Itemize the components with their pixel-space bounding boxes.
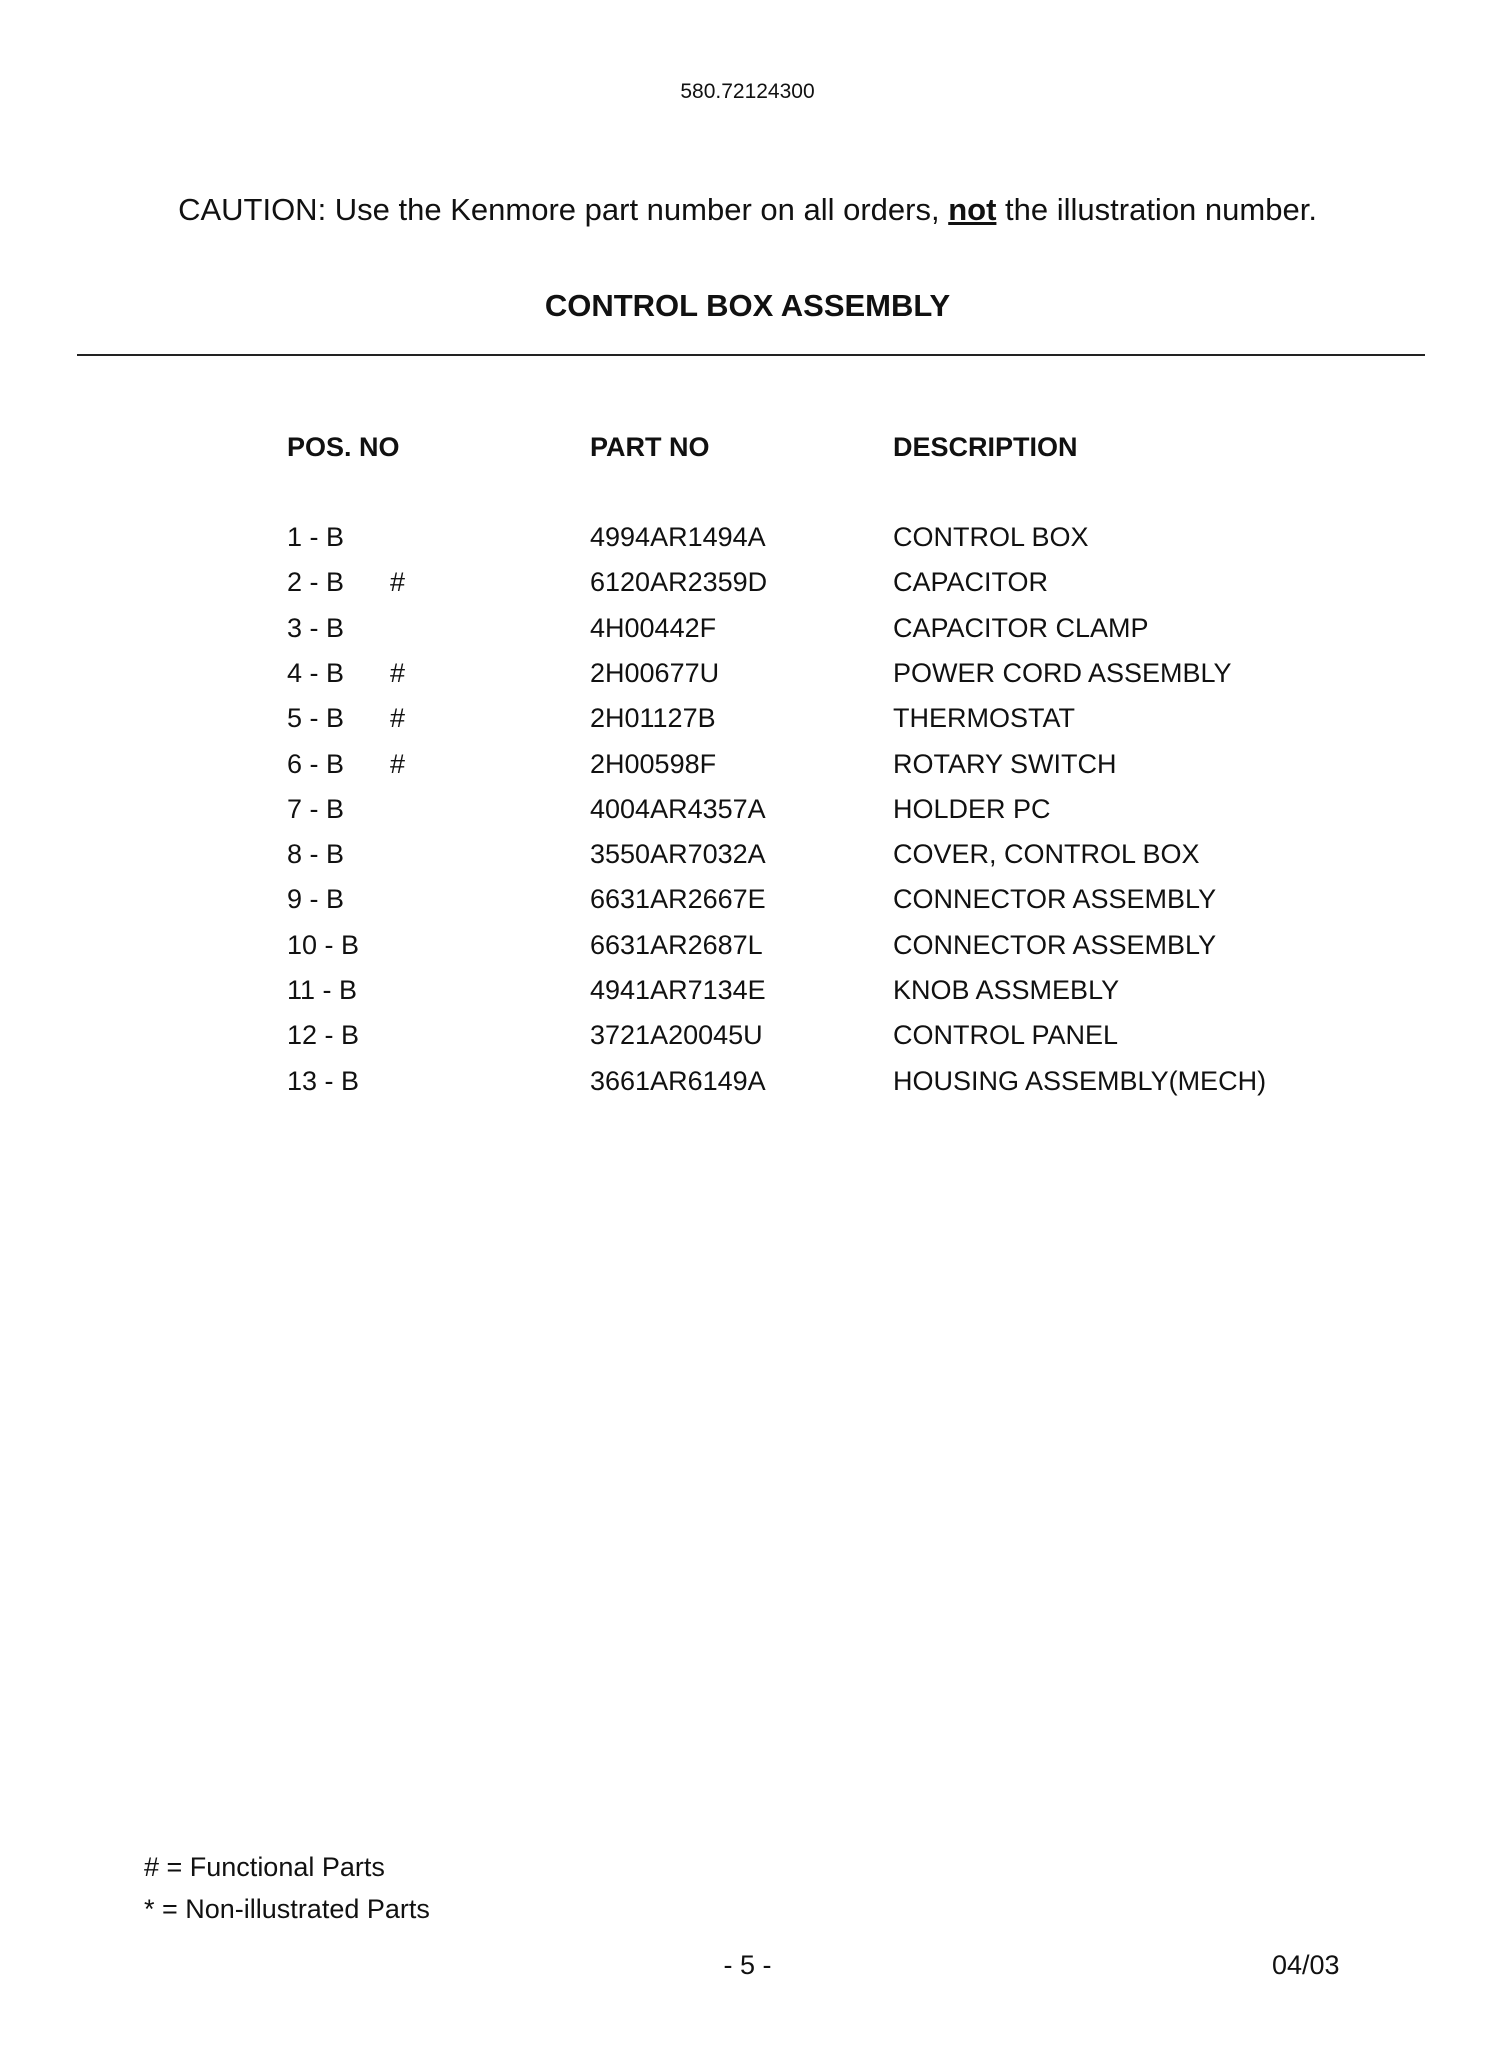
description: KNOB ASSMEBLY: [893, 975, 1120, 1005]
pos-no: 7 - B: [287, 793, 345, 824]
section-title: CONTROL BOX ASSEMBLY: [544, 288, 951, 323]
part-no: 6631AR2667E: [590, 884, 766, 915]
description: POWER CORD ASSEMBLY: [893, 657, 1232, 688]
table-row: [0, 1020, 1495, 1065]
caution-suffix: the illustration number.: [996, 192, 1317, 227]
caution-note: [0, 192, 1495, 228]
pos-no: 13 - B: [287, 1065, 360, 1096]
part-no: 4994AR1494A: [590, 522, 766, 552]
description: HOLDER PC: [893, 793, 1051, 824]
pos-no: 10 - B: [287, 929, 360, 960]
pos-no: 1 - B: [287, 522, 345, 552]
table-row: [0, 613, 1495, 658]
pos-no: 2 - B: [287, 567, 345, 598]
description: HOUSING ASSEMBLY(MECH): [893, 1065, 1267, 1096]
table-row: [0, 930, 1495, 975]
description: ROTARY SWITCH: [893, 748, 1117, 779]
part-no: 3550AR7032A: [590, 839, 766, 870]
pos-no: 9 - B: [287, 884, 345, 915]
caution-emphasis: not: [948, 192, 997, 227]
revision-date: 04/03: [1272, 1950, 1340, 1980]
part-no: 6120AR2359D: [590, 567, 768, 598]
description: CONNECTOR ASSEMBLY: [893, 884, 1217, 915]
pos-no: 8 - B: [287, 839, 345, 870]
table-row: [0, 703, 1495, 748]
part-no: 3661AR6149A: [590, 1065, 766, 1096]
header-pos-no: POS. NO: [287, 432, 400, 462]
part-no: 2H00598F: [590, 748, 717, 779]
description: CONTROL PANEL: [893, 1020, 1119, 1051]
description: COVER, CONTROL BOX: [893, 839, 1200, 870]
pos-no: 4 - B: [287, 657, 345, 688]
table-row: [0, 1066, 1495, 1111]
header-description: DESCRIPTION: [893, 432, 1078, 462]
description: THERMOSTAT: [893, 703, 1075, 734]
table-row: [0, 658, 1495, 703]
description: CONNECTOR ASSEMBLY: [893, 929, 1217, 960]
pos-no: 6 - B: [287, 748, 345, 779]
legend-functional: # = Functional Parts: [144, 1852, 385, 1882]
header-part-no: PART NO: [590, 432, 710, 462]
pos-no: 3 - B: [287, 612, 345, 643]
table-row: [0, 794, 1495, 839]
functional-mark: #: [390, 703, 406, 734]
description: CONTROL BOX: [893, 522, 1089, 552]
description: CAPACITOR: [893, 567, 1049, 598]
page-number: - 5 -: [723, 1950, 772, 1980]
part-no: 4941AR7134E: [590, 975, 766, 1005]
part-no: 2H00677U: [590, 657, 720, 688]
pos-no: 12 - B: [287, 1020, 360, 1051]
legend-non-illustrated: * = Non-illustrated Parts: [144, 1894, 430, 1924]
functional-mark: #: [390, 748, 406, 779]
part-no: 3721A20045U: [590, 1020, 763, 1051]
caution-prefix: CAUTION: Use the Kenmore part number on all orders,: [178, 192, 949, 227]
table-row: [0, 522, 1495, 567]
table-row: [0, 884, 1495, 929]
functional-mark: #: [390, 567, 406, 598]
functional-mark: #: [390, 657, 406, 688]
part-no: 6631AR2687L: [590, 929, 763, 960]
table-row: [0, 749, 1495, 794]
part-no: 2H01127B: [590, 703, 716, 734]
pos-no: 5 - B: [287, 703, 345, 734]
table-row: [0, 975, 1495, 1020]
pos-no: 11 - B: [287, 975, 358, 1005]
table-row: [0, 839, 1495, 884]
part-no: 4004AR4357A: [590, 793, 766, 824]
divider: [77, 354, 1425, 356]
model-number: 580.72124300: [680, 80, 815, 103]
part-no: 4H00442F: [590, 612, 717, 643]
table-row: [0, 567, 1495, 612]
description: CAPACITOR CLAMP: [893, 612, 1149, 643]
